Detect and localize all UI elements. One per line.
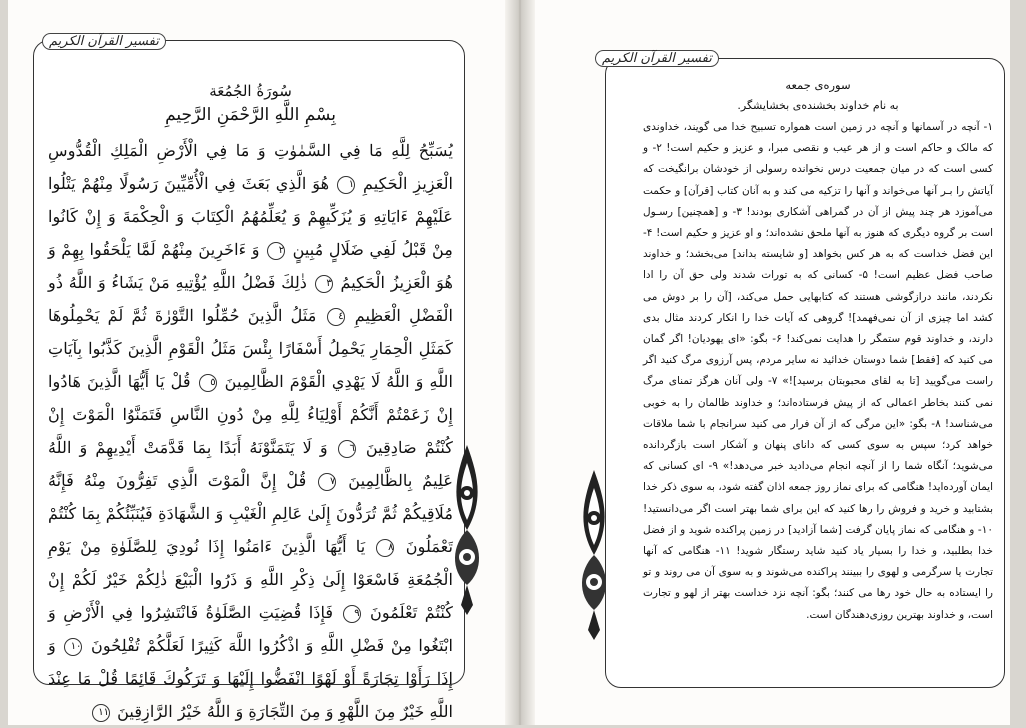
persian-text-block: [643, 75, 993, 626]
arabic-verse-text: هُوَ الَّذِي بَعَثَ فِي الْأُمِّيِّينَ رَسُولًا مِنْهُمْ يَتْلُوا عَلَيْهِمْ ءَايَاتِهِ وَ يُزَكِّيهِمْ وَ يُعَلِّمُهُمُ الْكِتَابَ وَ الْحِكْمَةَ وَ إِنْ كَانُوا مِنْ قَبْلُ لَفِي ضَلَالٍ مُبِينٍ: [48, 174, 453, 259]
arabic-verse-text: ذٰلِكَ فَضْلُ اللَّهِ يُؤْتِيهِ مَنْ يَشَاءُ وَ اللَّهُ ذُو الْفَضْلِ الْعَظِيمِ: [48, 273, 453, 325]
arabic-verses: [48, 134, 453, 728]
verse-number-marker: ٤: [327, 308, 345, 326]
arabic-verse-text: يَا أَيُّهَا الَّذِينَ ءَامَنُوا إِذَا نُودِيَ لِلصَّلَوٰةِ مِنْ يَوْمِ الْجُمُعَةِ فَاسْعَوْا إِلَىٰ ذِكْرِ اللَّهِ وَ ذَرُوا الْبَيْعَ ذٰلِكُمْ خَيْرٌ لَكُمْ إِنْ كُنْتُمْ تَعْلَمُونَ: [48, 537, 453, 622]
verse-number-marker: ٥: [199, 374, 217, 392]
persian-translation-body: ۱- آنچه در آسمانها و آنچه در زمین است همواره تسبیح خدا می گویند، خداوندی که مالک و حاکم است و از هر عیب و نقصی مبرا، و عزیز و حکیم است! ۲- و کسی است که در میان جمعیت درس نخوانده رسولی از خودشان برانگیخت که آیاتش را بـر آنها می‌خواند و آنها را تزکیه می کند و به آنان کتاب [قرآن] و حکمت می‌آموزد هر چند پیش از آن در گمراهی آشکاری بودند! ۳- و [همچنین] رسـول است بر گروه دیگری که هنوز به آنها ملحق نشده‌اند؛ و او عزیز و حکیم است! ۴- این فضل خداست که به هر کس بخواهد [و شایسته بداند] می‌بخشد؛ و خداوند صاحب فضل عظیم است! ۵- کسانی که به تورات شدند ولی حق آن را ادا نکردند، مانند درازگوشی هستند که کتابهایی حمل می‌کند، [آن را بر دوش می کشد اما چیزی از آن نمی‌فهمد]! گروهی که آیات خدا را انکار کردند مثال بدی دارند، و خداوند قوم ستمگر را هدایت نمی‌کند! ۶- بگو: «ای یهودیان! اگر گمان می کنید که [فقط] شما دوستان خدائید نه سایر مردم، پس آرزوی مرگ کنید اگر راست می‌گویید [تا به لقای محبوبتان برسید]!» ۷- ولی آنان هرگز تمنای مرگ نمی کنند بخاطر اعمالی که از پیش فرستاده‌اند؛ و خداوند ظالمان را به خوبی می‌شناسد! ۸- بگو: «این مرگی که از آن فرار می کنید سرانجام با شما ملاقات خواهد کرد؛ سپس به سوی کسی که دانای پنهان و آشکار است بازگردانده می‌شوید؛ آنگاه شما را از آنچه انجام می‌دادید خبر می‌دهد!» ۹- ای کسانی که ایمان آورده‌اید! هنگامی که برای نماز روز جمعه اذان گفته شود، به سوی ذکر خدا بشتابید و خرید و فروش را رها کنید که این برای شما بهتر است اگر می‌دانستید! ۱۰- و هنگامی که نماز پایان گرفت [شما آزادید] در زمین پراکنده شوید و از فضل خدا بطلبید، و خدا را بسیار یاد کنید شاید رستگار شوید! ۱۱- هنگامی که آنها تجارت یا سرگرمی و لهوی را ببینند پراکنده می‌شوند و به سوی آن می روند و تو را ایستاده به حال خود رها می کنند؛ بگو: آنچه نزد خداست بهتر از لهو و تجارت است، و خداوند بهترین روزی‌دهندگان است.: [643, 121, 994, 621]
right-page-header: تفسیر القرآن الکریم: [595, 50, 719, 67]
verse-number-marker: ٦: [338, 440, 356, 458]
verse-number-marker: ٧: [318, 473, 336, 491]
arabic-verse-text: قُلْ يَا أَيُّهَا الَّذِينَ هَادُوا إِنْ زَعَمْتُمْ أَنَّكُمْ أَوْلِيَاءُ لِلَّهِ مِنْ دُونِ النَّاسِ فَتَمَنَّوُا الْمَوْتَ إِنْ كُنْتُمْ صَادِقِينَ: [48, 372, 453, 457]
left-page-header: تفسیر القرآن الکریم: [42, 33, 166, 50]
arabic-verse-text: فَإِذَا قُضِيَتِ الصَّلَوٰةُ فَانْتَشِرُوا فِي الْأَرْضِ وَ ابْتَغُوا مِنْ فَضْلِ اللَّهِ وَ اذْكُرُوا اللَّهَ كَثِيرًا لَعَلَّكُمْ تُفْلِحُونَ: [48, 603, 453, 655]
verse-number-marker: ١: [337, 176, 355, 194]
book-gutter: [505, 0, 535, 725]
arabic-verse-text: وَ لَا يَتَمَنَّوْنَهُ أَبَدًا بِمَا قَدَّمَتْ أَيْدِيهِمْ وَ اللَّهُ عَلِيمٌ بِالظَّالِمِينَ: [48, 438, 453, 490]
floral-ornament-icon: [448, 445, 486, 615]
arabic-verse-text: مَثَلُ الَّذِينَ حُمِّلُوا التَّوْرٰةَ ثُمَّ لَمْ يَحْمِلُوهَا كَمَثَلِ الْحِمَارِ يَحْمِلُ أَسْفَارًا بِئْسَ مَثَلُ الْقَوْمِ الَّذِينَ كَذَّبُوا بِآيَاتِ اللَّهِ وَ اللَّهُ لَا يَهْدِي الْقَوْمَ الظَّالِمِينَ: [48, 306, 453, 391]
arabic-verse-text: قُلْ إِنَّ الْمَوْتَ الَّذِي تَفِرُّونَ مِنْهُ فَإِنَّهُ مُلَاقِيكُمْ ثُمَّ تُرَدُّونَ إِلَىٰ عَالِمِ الْغَيْبِ وَ الشَّهَادَةِ فَيُنَبِّئُكُمْ بِمَا كُنْتُمْ تَعْمَلُونَ: [48, 471, 453, 556]
right-page: [535, 0, 1010, 725]
arabic-verse-text: يُسَبِّحُ لِلَّهِ مَا فِي السَّمٰوٰتِ وَ مَا فِي الْأَرْضِ الْمَلِكِ الْقُدُّوسِ الْعَزِيزِ الْحَكِيمِ: [48, 141, 453, 193]
verse-number-marker: ٣: [315, 275, 333, 293]
verse-number-marker: ١١: [92, 704, 110, 722]
left-page: [8, 0, 505, 725]
arabic-text-block: [48, 80, 453, 728]
floral-ornament-icon: [575, 470, 613, 640]
verse-number-marker: ١٠: [64, 638, 82, 656]
arabic-verse-text: وَ إِذَا رَأَوْا تِجَارَةً أَوْ لَهْوًا انْفَضُّوا إِلَيْهَا وَ تَرَكُوكَ قَائِمًا قُلْ مَا عِنْدَ اللَّهِ خَيْرٌ مِنَ اللَّهْوِ وَ مِنَ التِّجَارَةِ وَ اللَّهُ خَيْرُ الرَّازِقِينَ: [48, 636, 453, 721]
persian-surah-title: سوره‌ی جمعه: [785, 78, 851, 92]
arabic-verse-text: وَ ءَاخَرِينَ مِنْهُمْ لَمَّا يَلْحَقُوا بِهِمْ وَ هُوَ الْعَزِيزُ الْحَكِيمُ: [48, 240, 453, 292]
verse-number-marker: ٨: [376, 539, 394, 557]
arabic-basmala: بِسْمِ اللَّهِ الرَّحْمَنِ الرَّحِيمِ: [165, 105, 336, 125]
verse-number-marker: ٩: [343, 605, 361, 623]
persian-basmala: به نام خداوند بخشنده‌ی بخشایشگر.: [737, 99, 899, 112]
arabic-surah-title: سُورَةُ الجُمُعَة: [209, 82, 292, 100]
verse-number-marker: ٢: [267, 242, 285, 260]
